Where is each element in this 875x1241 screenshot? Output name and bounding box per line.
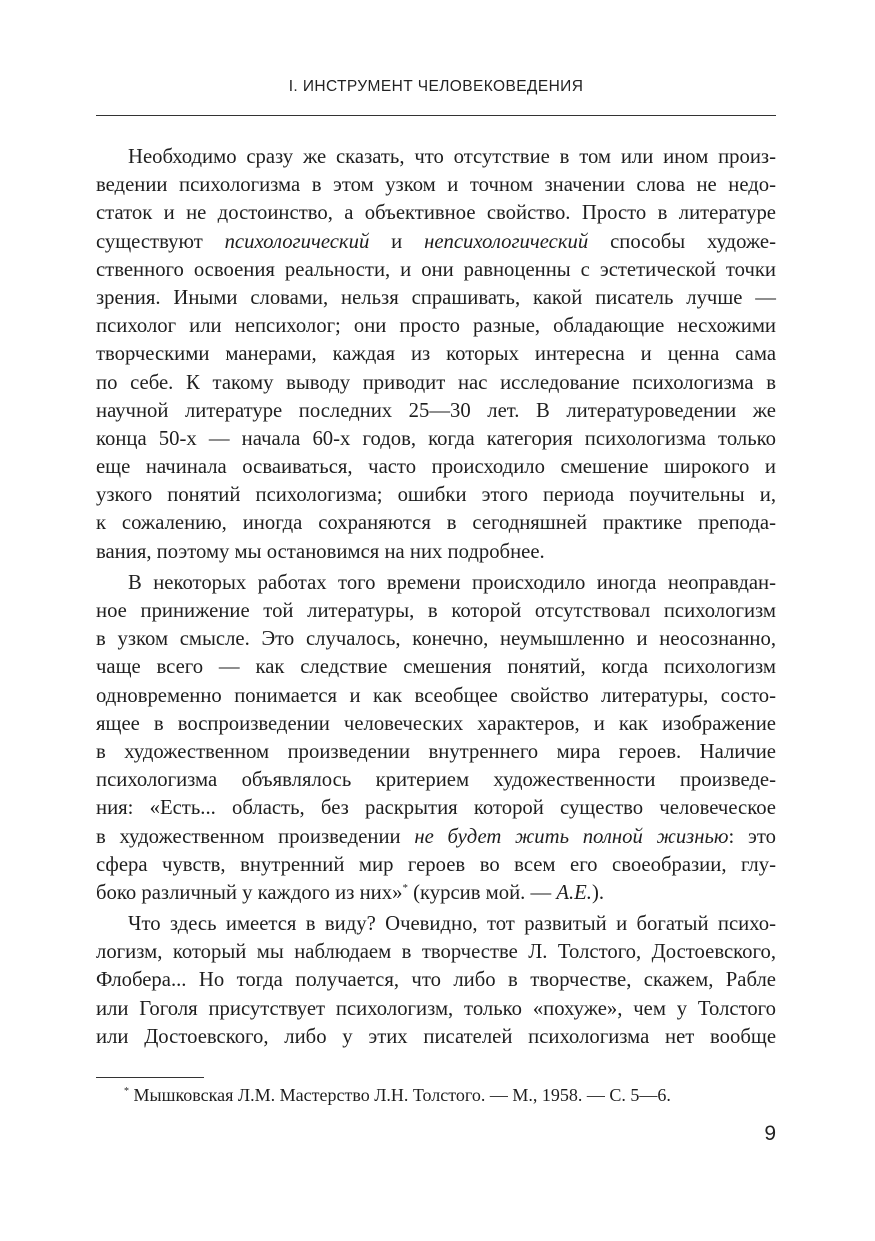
text-line: Флобера... Но тогда получается, что либо в творчестве, скажем, Рабле: [96, 969, 776, 992]
text-line: вания, поэтому мы остановимся на них подробнее.: [96, 540, 545, 563]
text-run: : это: [728, 825, 776, 848]
text-run: существуют: [96, 230, 225, 253]
footnote-rule: [96, 1077, 204, 1078]
text-run: и: [369, 230, 425, 253]
text-line: узкого понятий психологизма; ошибки этого периода поучительны и,: [96, 484, 776, 507]
text-line: в художественном произведении внутреннего мира героев. Наличие: [96, 740, 776, 763]
text-line: логизм, который мы наблюдаем в творчестве Л. Толстого, Достоевского,: [96, 941, 776, 964]
text-line: психологизма объявлялось критерием художественности произведе-: [96, 769, 776, 792]
text-line: статок и не достоинство, а объективное свойство. Просто в литературе: [96, 202, 776, 225]
text-run: способы художе-: [588, 230, 777, 253]
footnote: [124, 1083, 671, 1107]
text-line: в узком смысле. Это случалось, конечно, неумышленно и неосознанно,: [96, 628, 776, 651]
text-line: ведении психологизма в этом узком и точном значении слова не недо-: [96, 174, 776, 197]
text-run: ).: [591, 881, 605, 904]
italic-quote: не будет жить полной жизнью: [414, 825, 729, 848]
italic-term: непсихологический: [424, 230, 589, 253]
text-line: Что здесь имеется в виду? Очевидно, тот развитый и богатый психо-: [128, 913, 776, 936]
text-line: чаще всего — как следствие смешения понятий, когда психологизм: [96, 656, 776, 679]
header-rule: [96, 115, 776, 116]
text-line: к сожалению, иногда сохраняются в сегодняшней практике препода-: [96, 512, 776, 535]
text-line: творческими манерами, каждая из которых интересна и ценна сама: [96, 343, 776, 366]
text-line: Необходимо сразу же сказать, что отсутствие в том или ином произ-: [128, 146, 776, 168]
text-line: зрения. Иными словами, нельзя спрашивать, какой писатель лучше —: [96, 286, 776, 309]
text-run: (курсив мой. —: [407, 881, 557, 904]
text-line: или Достоевского, либо у этих писателей психологизма нет вообще: [96, 1025, 776, 1048]
text-line: [96, 228, 776, 256]
text-line: ственного освоения реальности, и они равноценны с эстетической точки: [96, 258, 776, 281]
italic-term: психологический: [224, 230, 370, 253]
running-header: I. ИНСТРУМЕНТ ЧЕЛОВЕКОВЕДЕНИЯ: [288, 78, 584, 95]
text-line: одновременно понимается и как всеобщее свойство литературы, состо-: [96, 684, 776, 707]
page-number: 9: [764, 1122, 776, 1145]
footnote-text: Мышковская Л.М. Мастерство Л.Н. Толстого. — М., 1958. — С. 5—6.: [129, 1085, 671, 1105]
text-line: или Гоголя присутствует психологизм, только «похуже», чем у Толстого: [96, 997, 776, 1020]
footnote-marker: *: [124, 1086, 129, 1097]
text-line: психолог или непсихолог; они просто разные, обладающие несхожими: [96, 315, 776, 338]
text-line: ния: «Есть... область, без раскрытия которой существо человеческое: [96, 797, 776, 820]
text-run: в художественном произведении: [96, 825, 415, 848]
text-line: еще начинала осваиваться, часто происходило смешение широкого и: [96, 456, 776, 479]
text-line: ное принижение той литературы, в которой отсутствовал психологизм: [96, 600, 776, 622]
text-line: ящее в воспроизведении человеческих характеров, и как изображение: [96, 712, 776, 735]
text-line: конца 50-х — начала 60-х годов, когда категория психологизма только: [96, 427, 776, 450]
text-line: научной литературе последних 25—30 лет. В литературоведении же: [96, 399, 776, 422]
text-line: [96, 879, 776, 907]
text-run: боко различный у каждого из них»: [96, 881, 403, 904]
author-initials: А.Е.: [556, 881, 592, 904]
text-line: сфера чувств, внутренний мир героев во всем его своеобразии, глу-: [96, 853, 776, 876]
text-line: по себе. К такому выводу приводит нас исследование психологизма в: [96, 371, 776, 394]
footnote-marker: *: [402, 881, 408, 894]
body-text: [96, 143, 776, 1051]
text-line: [96, 823, 776, 851]
text-line: В некоторых работах того времени происходило иногда неоправдан-: [128, 571, 776, 594]
